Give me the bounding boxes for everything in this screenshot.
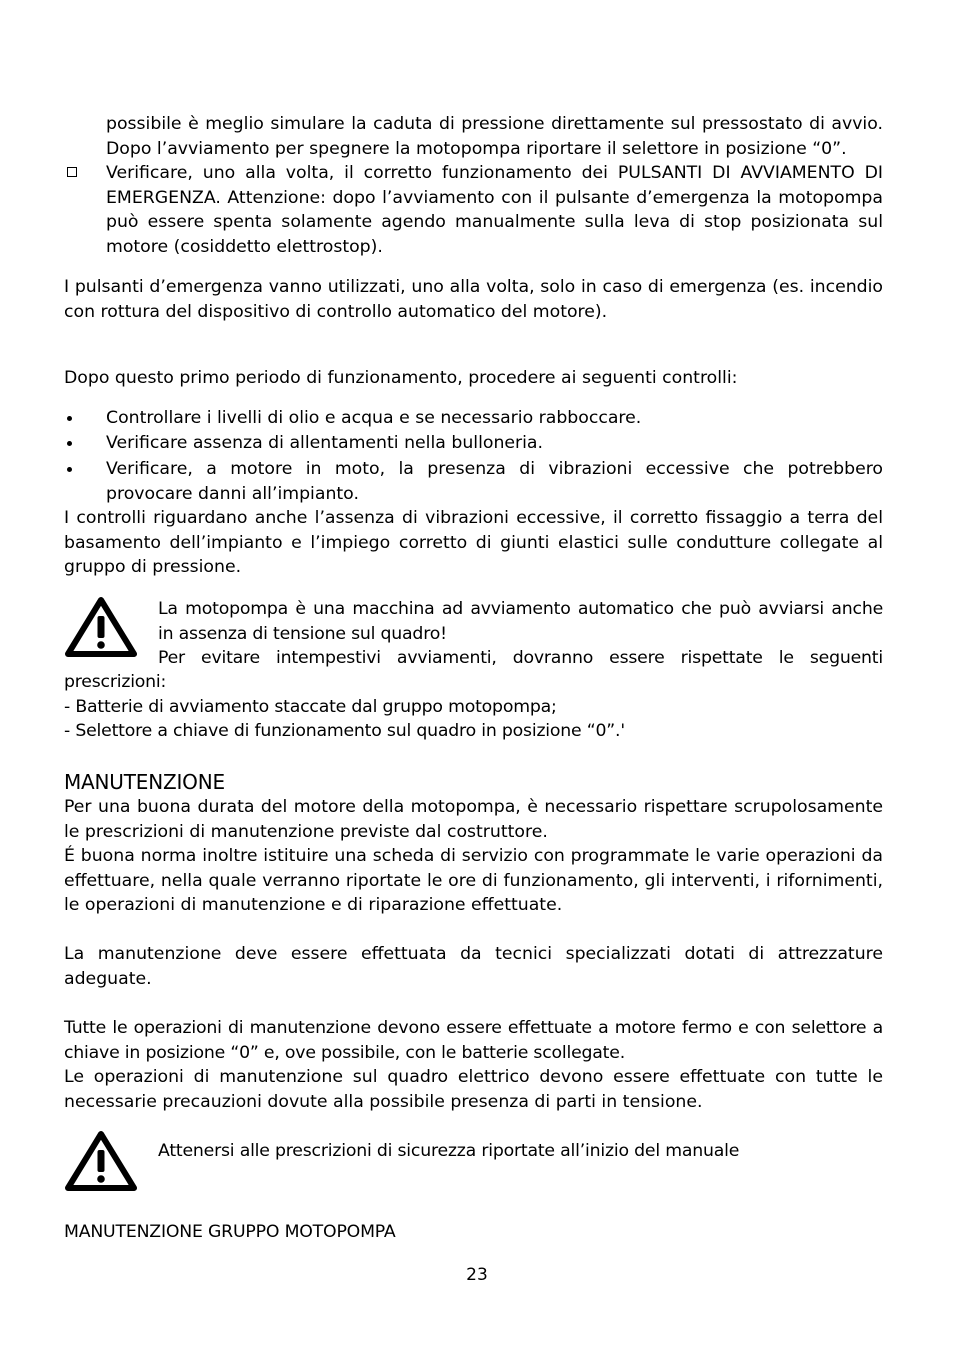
warning-triangle-icon [64, 1130, 138, 1192]
maintenance-bold-warning: Tutte le operazioni di manutenzione devono essere effettuate a motore fermo e con selettore a chiave in posizione “0” e, ove possibile, con le batterie scollegate. [64, 1018, 883, 1063]
subheading-gruppo-motopompa: MANUTENZIONE GRUPPO MOTOPOMPA [64, 1222, 396, 1242]
intro-cont-line2: Dopo l’avviamento per spegnere la motopompa riportare il selettore in posizione “0”. [106, 138, 847, 159]
warning1-line4: prescrizioni: [64, 672, 167, 692]
maintenance-p4: Le operazioni di manutenzione sul quadro elettrico devono essere effettuate con tutte le necessarie precauzioni dovute alla possibile presenza di parti in tensione. [64, 1067, 883, 1112]
warning1-line3: Per evitare intempestivi avviamenti, dovranno essere rispettate le seguenti [158, 648, 883, 668]
emergency-note: I pulsanti d’emergenza vanno utilizzati, uno alla volta, solo in caso di emergenza (es. incendio con rottura del dispositivo di controllo automatico del motore). [64, 277, 883, 322]
maintenance-p3: La manutenzione deve essere effettuata da tecnici specializzati dotati di attrezzature adeguate. [64, 944, 883, 989]
controls-after: I controlli riguardano anche l’assenza di vibrazioni eccessive, il corretto fissaggio a terra del basamento dell’impianto e l’impiego corretto di giunti elastici sulle condutture collegate al gruppo di pressione. [64, 508, 883, 577]
bullet-icon [67, 416, 72, 421]
warning2-text: Attenersi alle prescrizioni di sicurezza riportate all’inizio del manuale [158, 1141, 740, 1161]
controls-lead: Dopo questo primo periodo di funzionamento, procedere ai seguenti controlli: [64, 368, 738, 388]
maintenance-p1: Per una buona durata del motore della motopompa, è necessario rispettare scrupolosamente le prescrizioni di manutenzione previste dal costruttore. [64, 797, 883, 842]
controls-item-3: Verificare, a motore in moto, la presenza di vibrazioni eccessive che potrebbero provocare danni all’impianto. [106, 459, 883, 504]
maintenance-heading: MANUTENZIONE [64, 770, 225, 794]
bullet-icon [67, 467, 72, 472]
bullet-icon [67, 441, 72, 446]
page-number: 23 [466, 1265, 488, 1285]
warning1-line6: - Selettore a chiave di funzionamento sul quadro in posizione “0”.' [64, 721, 625, 741]
warning1-line5: - Batterie di avviamento staccate dal gruppo motopompa; [64, 696, 557, 717]
warning1-line2: in assenza di tensione sul quadro! [158, 623, 447, 644]
intro-cont-line1: possibile è meglio simulare la caduta di pressione direttamente sul pressostato di avvio. [106, 114, 883, 134]
controls-item-1: Controllare i livelli di olio e acqua e se necessario rabboccare. [106, 408, 642, 428]
warning1-text-bottom [64, 670, 883, 744]
checkbox-icon [67, 167, 77, 177]
intro-continuation [106, 112, 883, 161]
warning-triangle-icon [64, 596, 138, 658]
check-item-text: Verificare, uno alla volta, il corretto funzionamento dei PULSANTI DI AVVIAMENTO DI EMERGENZA. Attenzione: dopo l’avviamento con il pulsante d’emergenza la motopompa può essere spenta solamente agendo manualmente sulla leva di stop posizionata sul motore (cosiddetto elettrostop). [106, 163, 883, 257]
warning1-text-top [158, 597, 883, 671]
maintenance-p2: É buona norma inoltre istituire una scheda di servizio con programmate le varie operazioni da effettuare, nella quale verranno riportate le ore di funzionamento, gli interventi, i rifornimenti, le operazioni di manutenzione e di riparazione effettuate. [64, 846, 883, 915]
controls-item-2: Verificare assenza di allentamenti nella bulloneria. [106, 433, 544, 453]
warning1-line1: La motopompa è una macchina ad avviamento automatico che può avviarsi anche [158, 599, 883, 619]
